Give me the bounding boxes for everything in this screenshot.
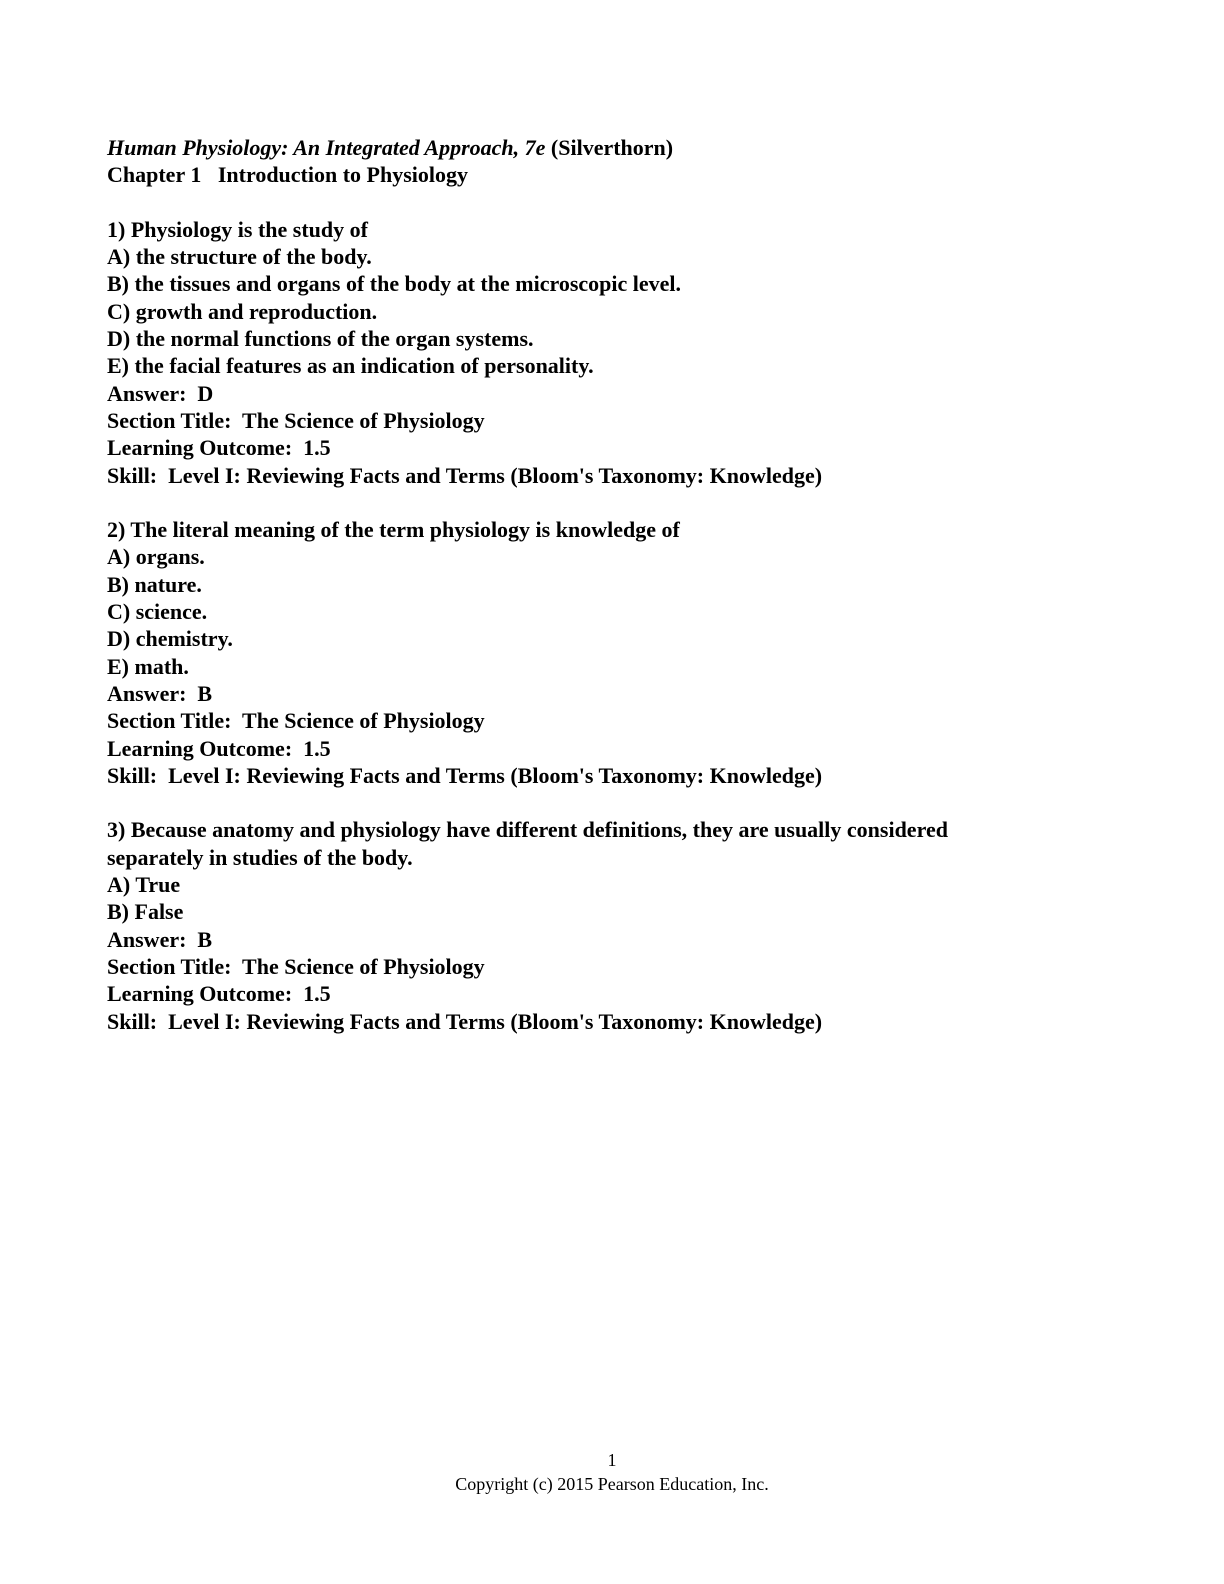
book-author: (Silverthorn) (545, 135, 674, 160)
answer: Answer: B (107, 926, 213, 952)
question-stem-line-1: 3) Because anatomy and physiology have different definitions, they are usually considered (107, 817, 948, 843)
question-2 (107, 516, 1107, 789)
question-stem: 2) The literal meaning of the term physiology is knowledge of (107, 517, 680, 543)
question-3 (107, 816, 1107, 1034)
option-e: E) math. (107, 653, 189, 679)
chapter-heading (107, 161, 1107, 188)
option-a: A) True (107, 872, 181, 898)
answer: Answer: D (107, 380, 214, 406)
spacer (107, 189, 1107, 216)
option-c: C) science. (107, 599, 208, 625)
spacer (107, 789, 1107, 816)
skill: Skill: Level I: Reviewing Facts and Terms (Bloom's Taxonomy: Knowledge) (107, 1008, 823, 1034)
option-d: D) chemistry. (107, 626, 233, 652)
chapter-title: Introduction to Physiology (217, 162, 469, 188)
spacer (107, 489, 1107, 516)
question-1 (107, 216, 1107, 489)
chapter-label: Chapter 1 (107, 162, 202, 188)
document-body (107, 134, 1107, 1035)
answer: Answer: B (107, 680, 213, 706)
learning-outcome: Learning Outcome: 1.5 (107, 735, 331, 761)
skill: Skill: Level I: Reviewing Facts and Terms (Bloom's Taxonomy: Knowledge) (107, 762, 823, 788)
section-title: Section Title: The Science of Physiology (107, 953, 485, 979)
book-title: Human Physiology: An Integrated Approach, 7e (107, 135, 546, 160)
question-stem: 1) Physiology is the study of (107, 216, 368, 242)
learning-outcome: Learning Outcome: 1.5 (107, 435, 331, 461)
skill: Skill: Level I: Reviewing Facts and Terms (Bloom's Taxonomy: Knowledge) (107, 462, 823, 488)
copyright-notice: Copyright (c) 2015 Pearson Education, Inc. (455, 1474, 769, 1494)
option-b: B) the tissues and organs of the body at the microscopic level. (107, 271, 682, 297)
question-stem-line-2: separately in studies of the body. (107, 844, 413, 870)
option-c: C) growth and reproduction. (107, 298, 378, 324)
option-b: B) False (107, 899, 184, 925)
option-e: E) the facial features as an indication of personality. (107, 353, 594, 379)
option-d: D) the normal functions of the organ systems. (107, 326, 534, 352)
learning-outcome: Learning Outcome: 1.5 (107, 981, 331, 1007)
option-b: B) nature. (107, 571, 202, 597)
page-number: 1 (607, 1450, 617, 1470)
option-a: A) organs. (107, 544, 205, 570)
book-title-line (107, 134, 1107, 161)
section-title: Section Title: The Science of Physiology (107, 407, 485, 433)
section-title: Section Title: The Science of Physiology (107, 708, 485, 734)
option-a: A) the structure of the body. (107, 244, 372, 270)
